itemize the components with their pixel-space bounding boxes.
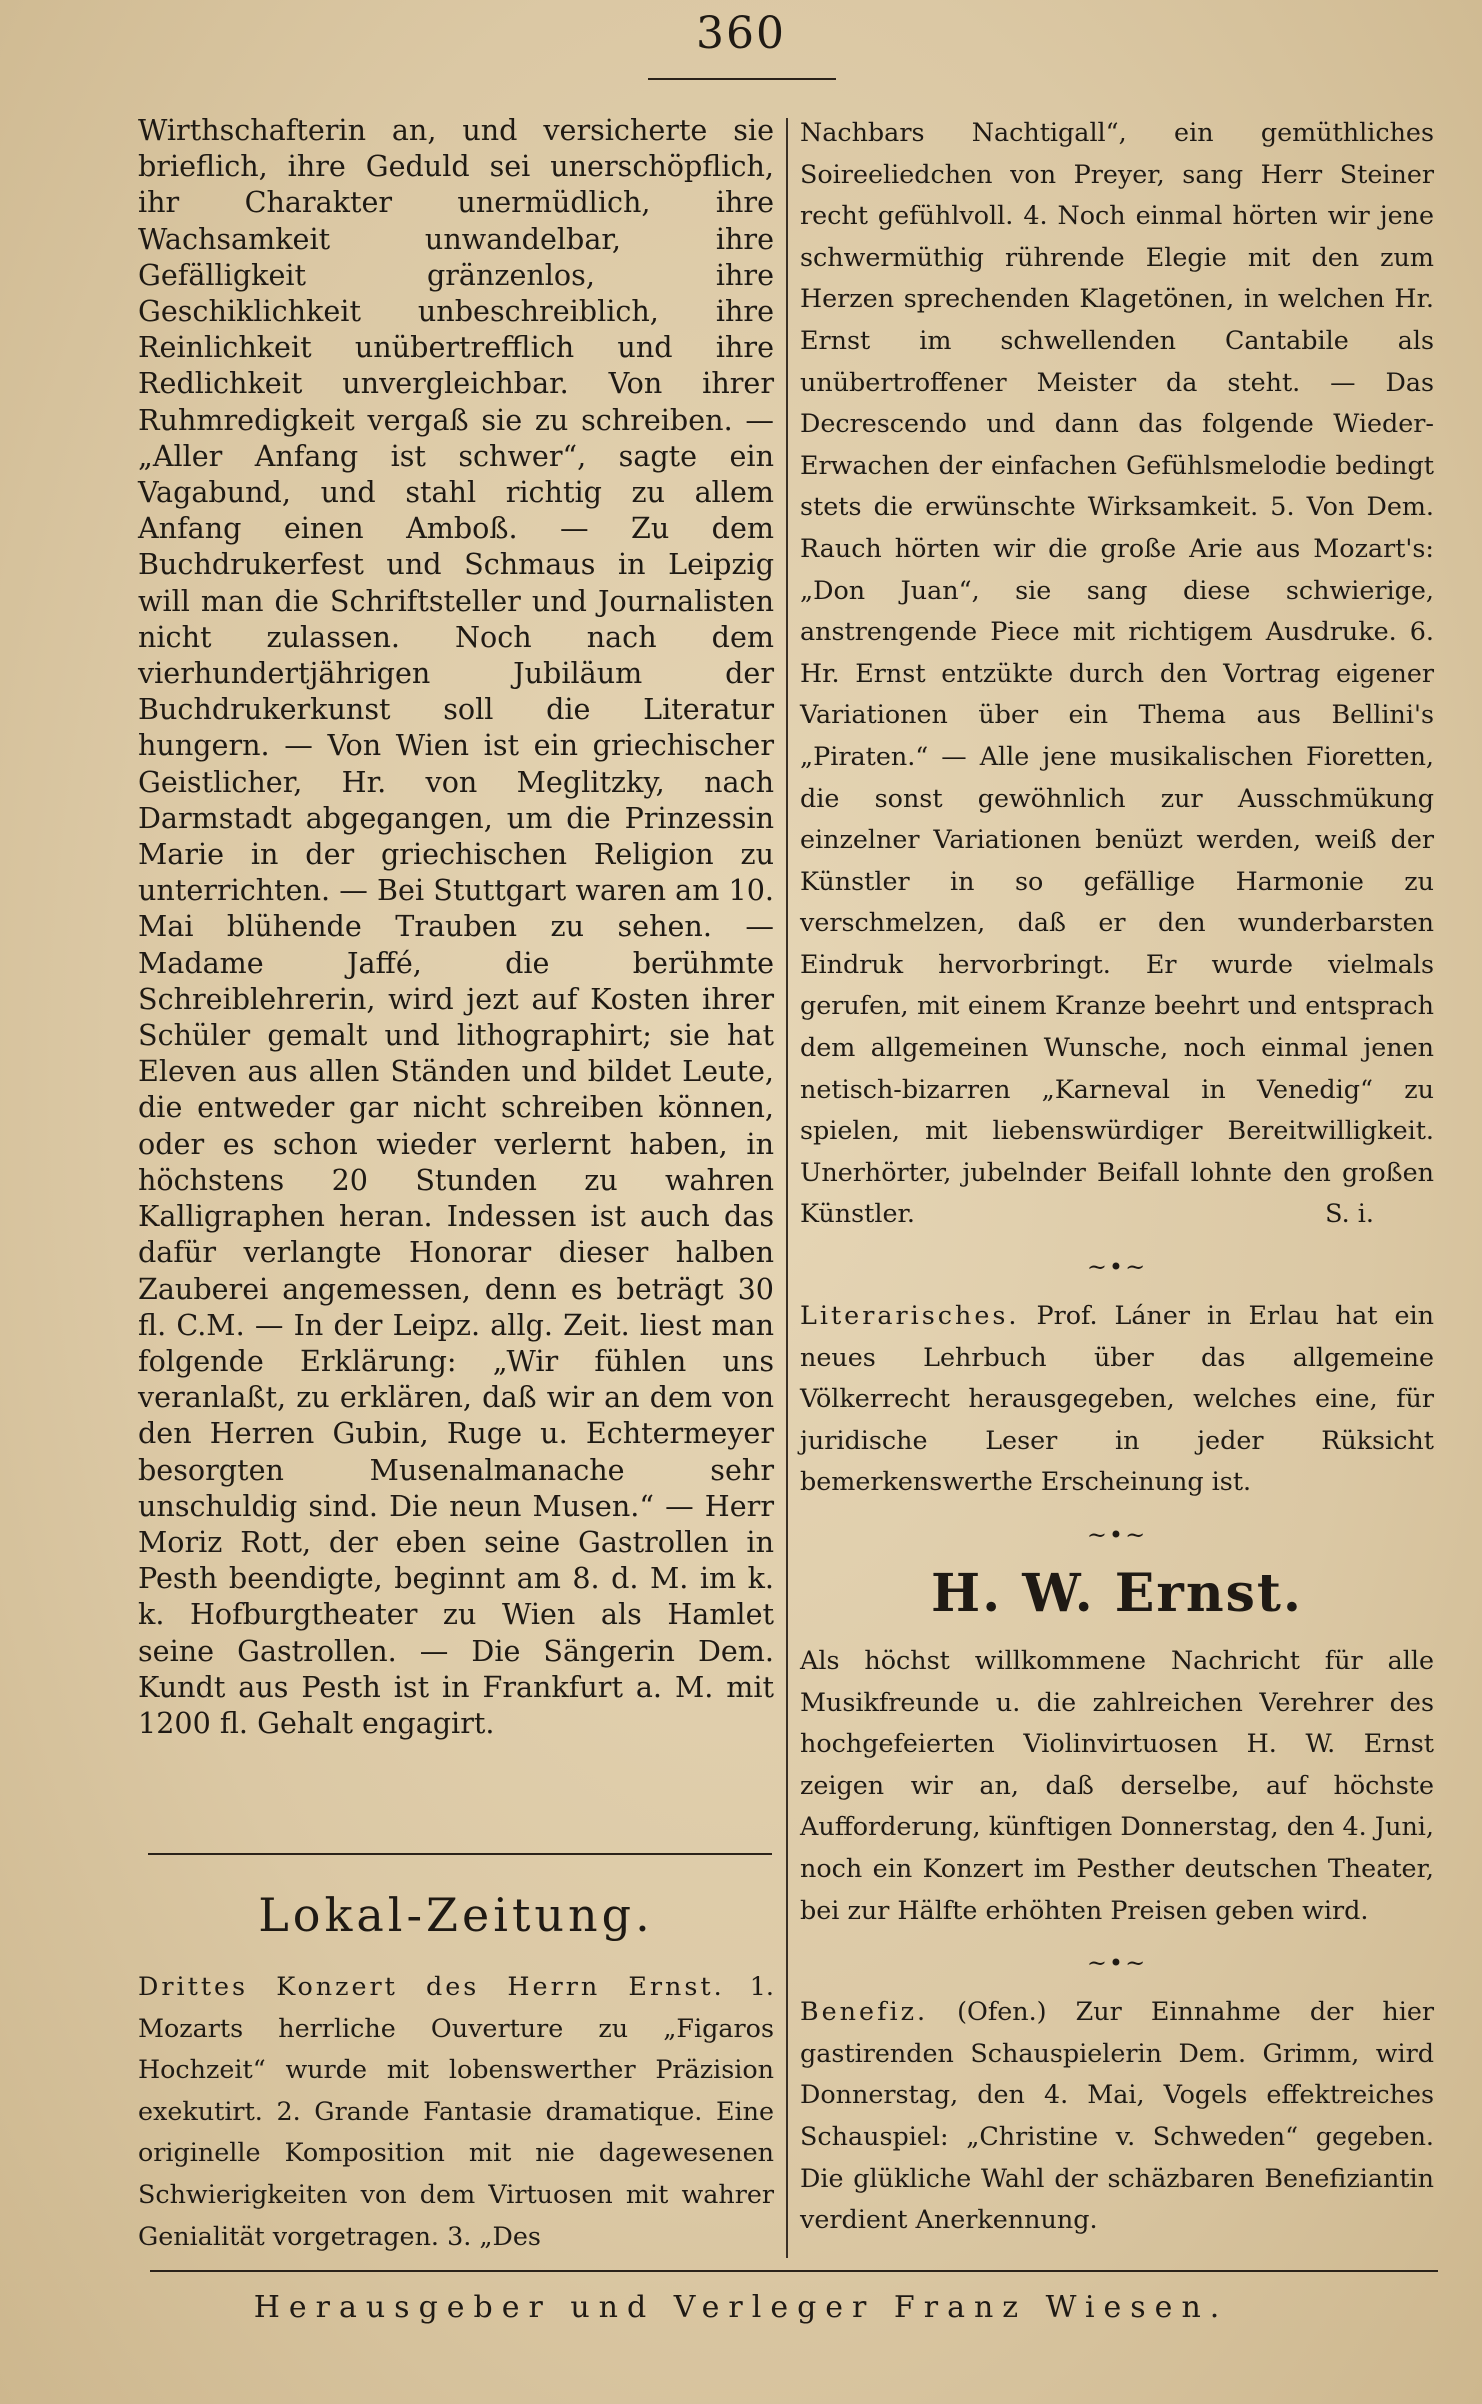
ernst-notice: Als höchst willkommene Nachricht für alle Musikfreunde u. die zahlreichen Verehrer des hochgefeierten Violinvirtuosen H. W. Ernst zeigen wir an, daß derselbe, auf höchste Aufforderung, künftigen Donnerstag, den 4. Juni, noch ein Konzert im Pesther deutschen Theater, bei zur Hälfte erhöhten Preisen geben wird. [800,1645,1434,1925]
literary-text: Prof. Láner in Erlau hat ein neues Lehrbuch über das allgemeine Völkerrecht herausgegeben, welches eine, für juridische Leser in jeder Rüksicht bemerkenswerthe Erscheinung ist. [800,1300,1434,1497]
page-number: 360 [696,8,786,59]
right-column [800,112,1434,2241]
column-divider [786,118,788,2258]
ernst-heading: H. W. Ernst. [930,1563,1304,1624]
article-signature: S. i. [1325,1198,1374,1229]
ornament-divider: ~•~ [1086,1253,1148,1282]
concert-lead: Drittes Konzert des Herrn Ernst. [138,1971,725,2001]
section-rule [148,1853,772,1855]
literary-notice [800,1295,1434,1503]
benefiz-notice [800,1991,1434,2241]
literary-lead: Literarisches. [800,1300,1020,1331]
left-column-text: Wirthschafterin an, und versicherte sie brieflich, ihre Geduld sei unerschöpflich, ihr Charakter unermüdlich, ihre Wachsamkeit unwandelbar, ihre Gefälligkeit gränzenlos, ihre Geschiklichkeit unbeschreiblich, ihre Reinlichkeit unübertrefflich und ihre Redlichkeit unvergleichbar. Von ihrer Ruhmredigkeit vergaß sie zu schreiben. — „Aller Anfang ist schwer“, sagte ein Vagabund, und stahl richtig zu allem Anfang einen Amboß. — Zu dem Buchdrukerfest und Schmaus in Leipzig will man die Schriftsteller und Journalisten nicht zulassen. Noch nach dem vierhundertjährigen Jubiläum der Buchdrukerkunst soll die Literatur hungern. — Von Wien ist ein griechischer Geistlicher, Hr. von Meglitzky, nach Darmstadt abgegangen, um die Prinzessin Marie in der griechischen Religion zu unterrichten. — Bei Stuttgart waren am 10. Mai blühende Trauben zu sehen. — Madame Jaffé, die berühmte Schreiblehrerin, wird jezt auf Kosten ihrer Schüler gemalt und lithographirt; sie hat Eleven aus allen Ständen und bildet Leute, die entweder gar nicht schreiben können, oder es schon wieder verlernt haben, in höchstens 20 Stunden zu wahren Kalligraphen heran. Indessen ist auch das dafür verlangte Honorar dieser halben Zauberei angemessen, denn es beträgt 30 fl. C.M. — In der Leipz. allg. Zeit. liest man folgende Erklärung: „Wir fühlen uns veranlaßt, zu erklären, daß wir an dem von den Herren Gubin, Ruge u. Echtermeyer besorgten Musenalmanache sehr unschuldig sind. Die neun Musen.“ — Herr Moriz Rott, der eben seine Gastrollen in Pesth beendigte, beginnt am 8. d. M. im k. k. Hofburgtheater zu Wien als Hamlet seine Gastrollen. — Die Sängerin Dem. Kundt aus Pesth ist in Frankfurt a. M. mit 1200 fl. Gehalt engagirt. [138,113,774,1740]
benefiz-lead: Benefiz. [800,1996,929,2027]
publisher-footer: Herausgeber und Verleger Franz Wiesen. [253,2290,1229,2325]
concert-text: 1. Mozarts herrliche Ouverture zu „Figaros Hochzeit“ wurde mit lobenswerther Präzision exekutirt. 2. Grande Fantasie dramatique. Eine originelle Komposition mit nie dagewesenen Schwierigkeiten von dem Virtuosen mit wahrer Genialität vorgetragen. 3. „Des [138,1971,774,2251]
header-rule [648,78,836,80]
footer-rule [150,2270,1438,2272]
local-section-body [138,1966,774,2257]
local-section-title: Lokal-Zeitung. [258,1888,654,1942]
concert-report-start [138,1966,774,2257]
benefiz-text: (Ofen.) Zur Einnahme der hier gastirenden Schauspielerin Dem. Grimm, wird Donnerstag, den 4. Mai, Vogels effektreiches Schauspiel: „Christine v. Schweden“ gegeben. Die glükliche Wahl der schäzbaren Benefiziantin verdient Anerkennung. [800,1996,1434,2235]
left-column [138,112,774,1741]
ornament-divider: ~•~ [1086,1949,1148,1978]
ornament-divider: ~•~ [1086,1521,1148,1549]
concert-report-continuation [800,112,1434,1235]
concert-continuation-text: Nachbars Nachtigall“, ein gemüthliches Soireeliedchen von Preyer, sang Herr Steiner recht gefühlvoll. 4. Noch einmal hörten wir jene schwermüthig rührende Elegie mit den zum Herzen sprechenden Klagetönen, in welchen Hr. Ernst im schwellenden Cantabile als unübertroffener Meister da steht. — Das Decrescendo und dann das folgende Wieder-Erwachen der einfachen Gefühlsmelodie bedingt stets die erwünschte Wirksamkeit. 5. Von Dem. Rauch hörten wir die große Arie aus Mozart's: „Don Juan“, sie sang diese schwierige, anstrengende Piece mit richtigem Ausdruke. 6. Hr. Ernst entzükte durch den Vortrag eigener Variationen über ein Thema aus Bellini's „Piraten.“ — Alle jene musikalischen Fioretten, die sonst gewöhnlich zur Ausschmükung einzelner Variationen benüzt werden, weiß der Künstler in so gefällige Harmonie zu verschmelzen, daß er den wunderbarsten Eindruk hervorbringt. Er wurde vielmals gerufen, mit einem Kranze beehrt und entsprach dem allgemeinen Wunsche, noch einmal jenen netisch-bizarren „Karneval in Venedig“ zu spielen, mit liebenswürdiger Bereitwilligkeit. Unerhörter, jubelnder Beifall lohnte den großen Künstler. [800,117,1434,1229]
